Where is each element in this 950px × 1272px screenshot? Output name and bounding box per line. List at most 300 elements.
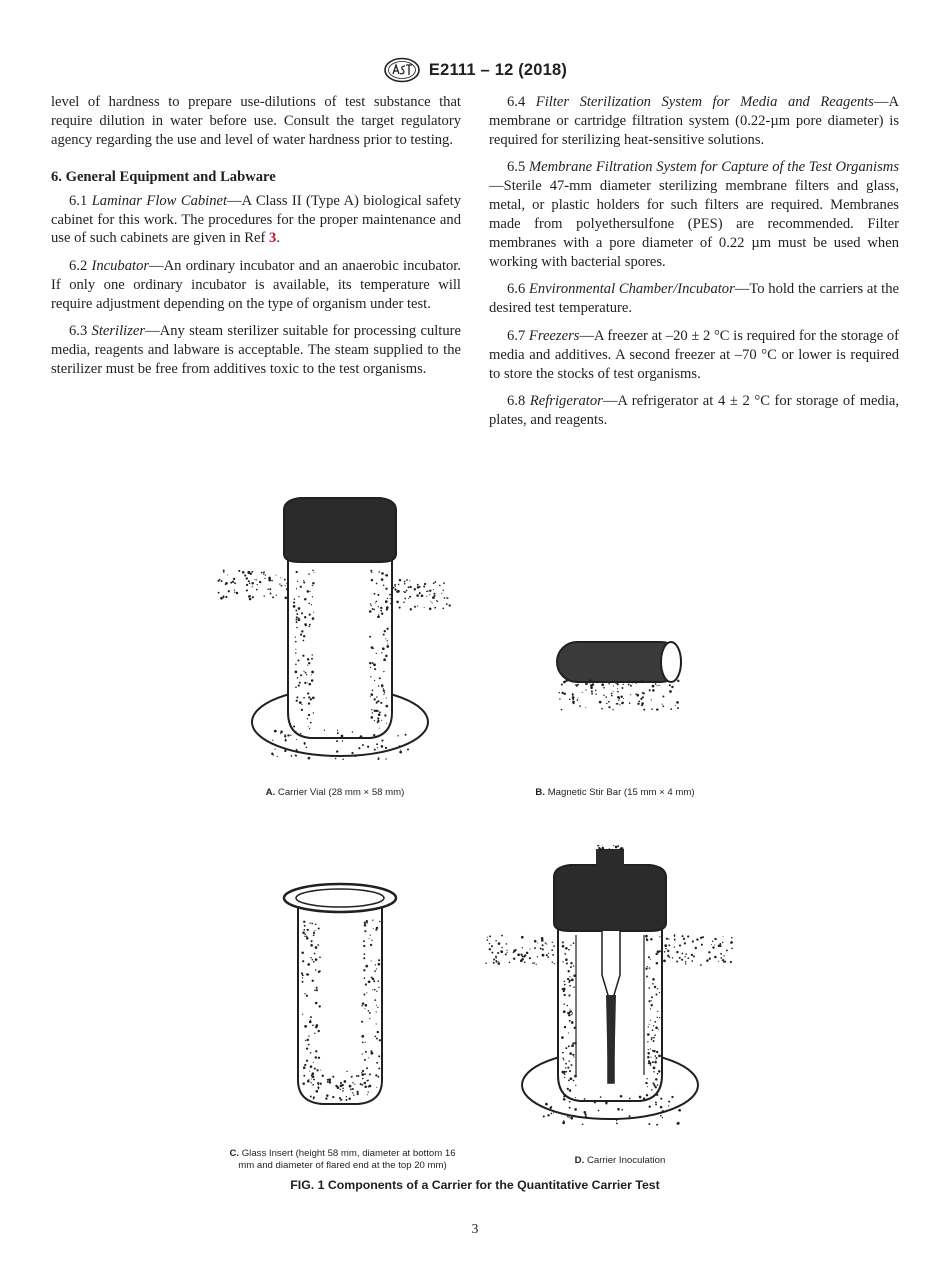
stipple-dot	[301, 704, 302, 705]
stipple-dot	[719, 943, 721, 945]
continuation-paragraph: level of hardness to prepare use-dilutions of test substance that require dilution in water before use. Consult the target regulatory agency regarding the use and level of water hardness prior to testing.	[51, 94, 461, 148]
stipple-dot	[429, 590, 431, 592]
caption-c	[200, 1148, 485, 1172]
stipple-dot	[252, 596, 254, 598]
stipple-dot	[377, 1007, 378, 1008]
stipple-dot	[311, 940, 313, 942]
stipple-dot	[601, 708, 603, 710]
astm-logo-icon	[383, 57, 421, 83]
stipple-dot	[498, 942, 501, 945]
stipple-dot	[726, 949, 728, 951]
stipple-dot	[629, 1098, 631, 1100]
stipple-dot	[541, 939, 544, 942]
stipple-dot	[597, 845, 599, 846]
stipple-dot	[650, 959, 651, 960]
stipple-dot	[310, 1065, 313, 1068]
stipple-dot	[310, 698, 312, 700]
stipple-dot	[303, 929, 305, 931]
item-term: Laminar Flow Cabinet	[91, 192, 228, 209]
stipple-dot	[223, 570, 225, 572]
stipple-dot	[657, 1084, 658, 1085]
stipple-dot	[301, 972, 303, 974]
stipple-dot	[383, 671, 384, 672]
stipple-dot	[306, 937, 309, 940]
stipple-dot	[296, 588, 297, 589]
stipple-dot	[384, 630, 386, 632]
stipple-dot	[720, 953, 722, 955]
stipple-dot	[409, 596, 411, 598]
stipple-dot	[628, 683, 630, 685]
stipple-dot	[386, 608, 388, 610]
stipple-dot	[373, 663, 376, 666]
stipple-dot	[613, 845, 614, 846]
stipple-dot	[712, 941, 713, 942]
page-number: 3	[471, 1221, 479, 1236]
stipple-dot	[385, 758, 386, 759]
stipple-dot	[647, 1033, 650, 1036]
carrier-inoculation-art	[522, 849, 698, 1119]
stipple-dot	[417, 586, 419, 588]
stipple-dot	[385, 588, 387, 590]
stipple-dot	[653, 1084, 655, 1086]
stipple-dot	[314, 930, 315, 931]
item-number: 6.2	[69, 257, 92, 274]
stipple-dot	[521, 936, 524, 939]
stir-bar-art	[557, 642, 681, 682]
stipple-dot	[315, 923, 317, 925]
stipple-dot	[271, 580, 273, 582]
stipple-dot	[679, 945, 681, 947]
stipple-dot	[312, 582, 314, 584]
stipple-dot	[376, 601, 378, 603]
stipple-dot	[246, 577, 248, 579]
stipple-dot	[297, 581, 298, 582]
stipple-dot	[446, 597, 447, 598]
stipple-dot	[566, 1005, 568, 1007]
stipple-dot	[328, 1078, 331, 1081]
stipple-dot	[708, 951, 710, 953]
stipple-dot	[397, 590, 400, 593]
stipple-dot	[685, 953, 687, 955]
left-column	[51, 93, 461, 388]
stipple-dot	[268, 579, 271, 582]
stipple-dot	[376, 1087, 377, 1088]
stipple-dot	[355, 755, 357, 757]
stipple-dot	[489, 948, 491, 950]
stipple-dot	[542, 944, 544, 946]
stipple-dot	[307, 1080, 310, 1083]
stipple-dot	[319, 970, 321, 972]
stipple-dot	[309, 728, 310, 729]
stipple-dot	[417, 584, 419, 586]
stipple-dot	[568, 981, 570, 983]
stipple-dot	[285, 597, 288, 600]
stipple-dot	[374, 720, 375, 721]
stipple-dot	[344, 1080, 347, 1083]
stipple-dot	[272, 740, 273, 741]
stipple-dot	[562, 988, 564, 990]
stipple-dot	[320, 1070, 321, 1071]
caption-d	[520, 1155, 720, 1167]
stipple-dot	[383, 694, 384, 695]
stipple-dot	[547, 1114, 549, 1116]
stipple-dot	[505, 953, 507, 955]
stipple-dot	[424, 583, 426, 585]
caption-b	[505, 787, 725, 799]
stipple-dot	[290, 735, 291, 736]
stir-bar-stipple	[559, 679, 680, 710]
stipple-dot	[617, 688, 618, 689]
stipple-dot	[302, 1082, 305, 1085]
stipple-dot	[571, 1044, 574, 1047]
stipple-dot	[284, 579, 286, 581]
stipple-dot	[293, 602, 295, 604]
stipple-dot	[307, 929, 309, 931]
stipple-dot	[648, 1060, 650, 1062]
stipple-dot	[371, 572, 372, 573]
stipple-dot	[620, 1095, 623, 1098]
reference-link[interactable]: 3	[269, 230, 277, 247]
item-number: 6.3	[69, 323, 92, 340]
stipple-dot	[641, 704, 643, 706]
stipple-dot	[585, 689, 586, 690]
stipple-dot	[378, 571, 380, 573]
stipple-dot	[364, 977, 366, 979]
paragraph-6-6	[489, 280, 899, 318]
stipple-dot	[662, 705, 664, 707]
stipple-dot	[487, 937, 488, 938]
stipple-dot	[408, 598, 409, 599]
stipple-dot	[621, 1109, 623, 1111]
stipple-dot	[284, 750, 286, 752]
stipple-dot	[310, 1082, 311, 1083]
stipple-dot	[381, 720, 382, 721]
stipple-dot	[611, 693, 613, 695]
stipple-dot	[653, 1067, 656, 1070]
stipple-dot	[304, 742, 306, 744]
stipple-dot	[724, 961, 726, 963]
stipple-dot	[553, 1112, 554, 1113]
stipple-dot	[368, 1057, 369, 1058]
stipple-dot	[395, 586, 396, 587]
stipple-dot	[295, 686, 297, 688]
stipple-dot	[380, 610, 382, 612]
stipple-dot	[303, 640, 305, 642]
stipple-dot	[295, 731, 296, 732]
stipple-dot	[362, 1042, 364, 1044]
stipple-dot	[342, 1088, 344, 1090]
stipple-dot	[567, 1067, 569, 1069]
stipple-dot	[383, 690, 385, 692]
stipple-dot	[562, 1058, 564, 1060]
stipple-dot	[295, 664, 297, 666]
stipple-dot	[568, 949, 570, 951]
stipple-dot	[659, 936, 660, 937]
stipple-dot	[371, 940, 372, 941]
stipple-dot	[375, 929, 377, 931]
stipple-dot	[310, 1019, 311, 1020]
stipple-dot	[377, 717, 379, 719]
stipple-dot	[714, 938, 716, 940]
stipple-dot	[315, 1050, 317, 1052]
stipple-dot	[567, 1116, 568, 1117]
stipple-dot	[313, 934, 315, 936]
stipple-dot	[522, 955, 524, 957]
stipple-dot	[308, 1079, 309, 1080]
stipple-dot	[303, 635, 305, 637]
stipple-dot	[315, 958, 318, 961]
caption-text: Magnetic Stir Bar (15 mm × 4 mm)	[547, 787, 695, 798]
stipple-dot	[608, 849, 610, 851]
stipple-dot	[363, 957, 365, 959]
stipple-dot	[532, 963, 533, 964]
stipple-dot	[225, 583, 227, 585]
stipple-dot	[303, 697, 305, 699]
stipple-dot	[307, 692, 309, 694]
stipple-dot	[573, 1080, 575, 1082]
stipple-dot	[364, 1041, 365, 1042]
stipple-dot	[299, 682, 301, 684]
stipple-dot	[232, 581, 234, 583]
stipple-dot	[315, 1026, 317, 1028]
stipple-dot	[296, 616, 298, 618]
stipple-dot	[668, 1105, 669, 1106]
stipple-dot	[730, 941, 733, 944]
stipple-dot	[650, 939, 651, 940]
stipple-dot	[249, 598, 252, 601]
stipple-dot	[304, 623, 307, 626]
stipple-dot	[378, 685, 380, 687]
stipple-dot	[615, 681, 618, 684]
stipple-dot	[314, 1068, 316, 1070]
stipple-dot	[434, 593, 436, 595]
stipple-dot	[495, 960, 497, 962]
caption-letter: D.	[574, 1155, 585, 1166]
stipple-dot	[540, 947, 542, 949]
stipple-dot	[573, 974, 576, 977]
stipple-dot	[370, 667, 371, 668]
stipple-dot	[369, 1018, 370, 1019]
stipple-dot	[639, 1096, 642, 1099]
stipple-dot	[403, 591, 404, 592]
stipple-dot	[565, 1067, 567, 1069]
stipple-dot	[675, 705, 676, 706]
stipple-dot	[720, 957, 722, 959]
stipple-dot	[274, 730, 277, 733]
item-number: 6.5	[507, 159, 529, 176]
stipple-dot	[310, 957, 311, 958]
stipple-dot	[487, 939, 489, 941]
stipple-dot	[568, 1045, 570, 1047]
stipple-dot	[227, 574, 228, 575]
stipple-dot	[605, 1103, 607, 1105]
stipple-dot	[603, 695, 604, 696]
stipple-dot	[433, 582, 435, 584]
stipple-dot	[652, 689, 655, 692]
stipple-dot	[303, 1066, 306, 1069]
stipple-dot	[730, 961, 732, 963]
stipple-dot	[298, 618, 301, 621]
stipple-dot	[656, 1094, 658, 1096]
stipple-dot	[364, 953, 366, 955]
stipple-dot	[643, 1097, 645, 1099]
stipple-dot	[366, 992, 367, 993]
stipple-dot	[361, 1072, 362, 1073]
stipple-dot	[628, 680, 630, 682]
stipple-dot	[657, 1113, 658, 1114]
stipple-dot	[568, 1014, 570, 1016]
stipple-dot	[217, 580, 219, 582]
stipple-dot	[363, 945, 365, 947]
stipple-dot	[303, 581, 305, 583]
stipple-dot	[312, 1084, 314, 1086]
stipple-dot	[648, 1062, 650, 1064]
stipple-dot	[658, 1070, 661, 1073]
stipple-dot	[612, 709, 613, 710]
stipple-dot	[637, 703, 639, 705]
item-number: 6.8	[507, 393, 530, 410]
stipple-dot	[632, 682, 634, 684]
stipple-dot	[647, 966, 648, 967]
stipple-dot	[332, 1076, 334, 1078]
stipple-dot	[650, 1064, 651, 1065]
stipple-dot	[311, 679, 314, 682]
paragraph-6-4	[489, 93, 899, 150]
stipple-dot	[312, 585, 313, 586]
stipple-dot	[375, 1074, 377, 1076]
stipple-dot	[648, 956, 650, 958]
stipple-dot	[386, 574, 389, 577]
stipple-dot	[244, 574, 246, 576]
stipple-dot	[569, 1052, 572, 1055]
stipple-dot	[381, 686, 382, 687]
stipple-dot	[651, 699, 652, 700]
stipple-dot	[370, 570, 372, 572]
stipple-dot	[374, 970, 376, 972]
stipple-dot	[414, 606, 416, 608]
stipple-dot	[306, 995, 308, 997]
stipple-dot	[427, 590, 429, 592]
page-header	[0, 56, 950, 84]
stipple-dot	[296, 627, 297, 628]
stipple-dot	[582, 692, 583, 693]
stipple-dot	[295, 610, 297, 612]
stipple-dot	[362, 1053, 363, 1054]
stipple-dot	[520, 953, 522, 955]
stipple-dot	[223, 571, 224, 572]
stipple-dot	[296, 571, 298, 573]
stipple-dot	[374, 999, 376, 1001]
stipple-dot	[573, 942, 574, 943]
stipple-dot	[313, 572, 314, 573]
stipple-dot	[563, 1059, 564, 1060]
stipple-dot	[570, 962, 572, 964]
stipple-dot	[377, 980, 379, 982]
stipple-dot	[306, 747, 308, 749]
stipple-dot	[300, 586, 302, 588]
stipple-dot	[652, 681, 654, 683]
stipple-dot	[712, 946, 714, 948]
stipple-dot	[230, 582, 232, 584]
stipple-dot	[601, 683, 604, 686]
stipple-dot	[313, 1098, 314, 1099]
stipple-dot	[264, 578, 265, 579]
item-number: 6.6	[507, 281, 529, 298]
stipple-dot	[553, 945, 555, 947]
stipple-dot	[363, 940, 365, 942]
stipple-dot	[653, 1037, 655, 1039]
stipple-dot	[296, 700, 298, 702]
stipple-dot	[395, 590, 396, 591]
stipple-dot	[302, 931, 305, 934]
stipple-dot	[563, 1095, 565, 1097]
stipple-dot	[309, 591, 310, 592]
stipple-dot	[700, 937, 702, 939]
stipple-dot	[662, 704, 663, 705]
stipple-dot	[658, 1029, 659, 1030]
stipple-dot	[683, 938, 685, 940]
stipple-dot	[272, 596, 274, 598]
stipple-dot	[385, 574, 386, 575]
stipple-dot	[374, 593, 376, 595]
stipple-dot	[309, 624, 311, 626]
stipple-dot	[524, 954, 526, 956]
stipple-dot	[668, 938, 669, 939]
stipple-dot	[362, 744, 364, 746]
stipple-dot	[377, 758, 379, 760]
stipple-dot	[307, 718, 308, 719]
stipple-dot	[383, 658, 386, 661]
stipple-dot	[238, 570, 240, 572]
stipple-dot	[569, 1010, 570, 1011]
stipple-dot	[228, 590, 230, 592]
stipple-dot	[327, 1079, 329, 1081]
stipple-dot	[249, 582, 250, 583]
stipple-dot	[293, 725, 295, 727]
stipple-dot	[335, 758, 337, 760]
stipple-dot	[406, 590, 408, 592]
stipple-dot	[616, 1123, 618, 1125]
paragraph-6-5	[489, 158, 899, 271]
stipple-dot	[649, 1106, 651, 1108]
stipple-dot	[676, 701, 679, 704]
stipple-dot	[314, 953, 316, 955]
stipple-dot	[658, 1055, 661, 1058]
stipple-dot	[693, 955, 695, 957]
stipple-dot	[506, 943, 508, 945]
stipple-dot	[645, 967, 647, 969]
stipple-dot	[372, 978, 374, 980]
stipple-dot	[432, 602, 433, 603]
stipple-dot	[595, 681, 596, 682]
stipple-dot	[305, 1040, 306, 1041]
stipple-dot	[498, 962, 501, 965]
stipple-dot	[576, 684, 578, 686]
item-text: —An ordinary incubator and an anaerobic incubator. If only one ordinary incubator is available, its temperature will require adjustment depending on the type of organism under test.	[51, 257, 461, 312]
stipple-dot	[407, 748, 409, 750]
stipple-dot	[676, 960, 678, 962]
stipple-dot	[349, 1085, 352, 1088]
stipple-dot	[667, 955, 669, 957]
stipple-dot	[225, 596, 227, 598]
stipple-dot	[316, 989, 318, 991]
stipple-dot	[572, 1054, 574, 1056]
stipple-dot	[392, 587, 394, 589]
stipple-dot	[621, 702, 623, 704]
stipple-dot	[489, 935, 491, 937]
stipple-dot	[618, 699, 619, 700]
stipple-dot	[309, 922, 310, 923]
